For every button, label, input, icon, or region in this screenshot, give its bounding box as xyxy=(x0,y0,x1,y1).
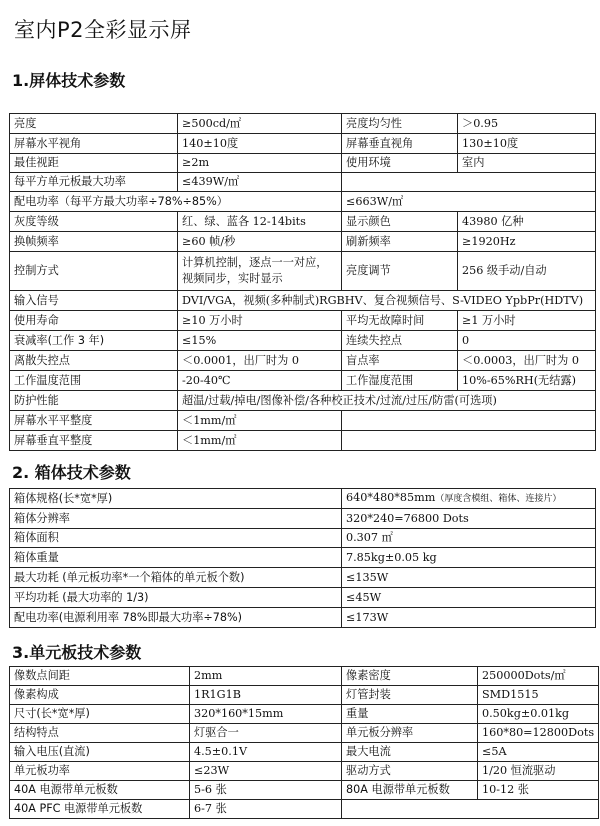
spec-label: 箱体分辨率 xyxy=(10,509,342,529)
spec-label: 像数点间距 xyxy=(10,667,190,686)
table-row xyxy=(10,391,596,411)
spec-label: 尺寸(长*宽*厚) xyxy=(10,705,190,724)
spec-value: ≤135W xyxy=(342,568,596,588)
spec-label: 衰减率(工作 3 年) xyxy=(10,331,178,351)
spec-value: ≤45W xyxy=(342,588,596,608)
spec-label: 单元板功率 xyxy=(10,762,190,781)
screen-spec-table xyxy=(9,113,596,451)
spec-label: 亮度 xyxy=(10,114,178,134)
table-row xyxy=(10,232,596,252)
spec-value: 计算机控制，逐点一一对应，视频同步，实时显示 xyxy=(178,252,342,291)
table-row xyxy=(10,548,596,568)
table-row xyxy=(10,114,596,134)
spec-label: 40A 电源带单元板数 xyxy=(10,781,190,800)
empty-cell xyxy=(342,431,596,451)
spec-label: 盲点率 xyxy=(342,351,458,371)
spec-value: 2mm xyxy=(190,667,342,686)
spec-label: 屏幕水平平整度 xyxy=(10,411,178,431)
spec-value: 10-12 张 xyxy=(478,781,599,800)
spec-label: 像素构成 xyxy=(10,686,190,705)
spec-label: 箱体重量 xyxy=(10,548,342,568)
spec-value: 43980 亿种 xyxy=(458,212,596,232)
table-row xyxy=(10,252,596,291)
table-row xyxy=(10,781,599,800)
empty-cell xyxy=(342,411,596,431)
spec-label: 屏幕水平视角 xyxy=(10,134,178,154)
spec-value: 5-6 张 xyxy=(190,781,342,800)
spec-value: SMD1515 xyxy=(478,686,599,705)
table-row xyxy=(10,762,599,781)
table-row xyxy=(10,212,596,232)
spec-label: 显示颜色 xyxy=(342,212,458,232)
spec-label: 屏幕垂直平整度 xyxy=(10,431,178,451)
table-row xyxy=(10,724,599,743)
table-row xyxy=(10,489,596,509)
spec-value: ＜0.0003，出厂时为 0 xyxy=(458,351,596,371)
spec-value: ≥2m xyxy=(178,154,342,173)
section-heading-module: 3.单元板技术参数 xyxy=(12,643,142,662)
table-row xyxy=(10,800,599,819)
spec-label: 80A 电源带单元板数 xyxy=(342,781,478,800)
spec-value: -20-40℃ xyxy=(178,371,342,391)
spec-value: 4.5±0.1V xyxy=(190,743,342,762)
spec-value: DVI/VGA，视频(多种制式)RGBHV、复合视频信号、S-VIDEO YpbPr(HDTV) xyxy=(178,291,596,311)
spec-value: 130±10度 xyxy=(458,134,596,154)
spec-value: ≤5A xyxy=(478,743,599,762)
spec-label: 最大电流 xyxy=(342,743,478,762)
spec-value: ＜1mm/㎡ xyxy=(178,411,342,431)
spec-value: ≤173W xyxy=(342,608,596,628)
spec-label: 换帧频率 xyxy=(10,232,178,252)
spec-value: 320*240=76800 Dots xyxy=(342,509,596,529)
spec-label: 驱动方式 xyxy=(342,762,478,781)
spec-value: ≥10 万小时 xyxy=(178,311,342,331)
spec-value: 红、绿、蓝各 12-14bits xyxy=(178,212,342,232)
table-row xyxy=(10,608,596,628)
spec-label: 每平方单元板最大功率 xyxy=(10,173,178,192)
spec-label: 工作温度范围 xyxy=(10,371,178,391)
table-row xyxy=(10,173,596,192)
section-heading-cabinet: 2. 箱体技术参数 xyxy=(12,463,131,482)
spec-value: 6-7 张 xyxy=(190,800,342,819)
spec-value: ≥500cd/㎡ xyxy=(178,114,342,134)
table-row xyxy=(10,331,596,351)
table-row xyxy=(10,311,596,331)
spec-label: 输入电压(直流) xyxy=(10,743,190,762)
spec-label: 箱体规格(长*宽*厚) xyxy=(10,489,342,509)
table-row xyxy=(10,351,596,371)
table-row xyxy=(10,568,596,588)
spec-label: 输入信号 xyxy=(10,291,178,311)
table-row xyxy=(10,705,599,724)
spec-label: 40A PFC 电源带单元板数 xyxy=(10,800,190,819)
table-row xyxy=(10,192,596,212)
spec-value: 320*160*15mm xyxy=(190,705,342,724)
table-row xyxy=(10,371,596,391)
table-row xyxy=(10,411,596,431)
table-row xyxy=(10,743,599,762)
spec-value: ≥1 万小时 xyxy=(458,311,596,331)
spec-value: 灯驱合一 xyxy=(190,724,342,743)
spec-value: 0.50kg±0.01kg xyxy=(478,705,599,724)
spec-value: 0.307 ㎡ xyxy=(342,529,596,548)
spec-value: ≤439W/㎡ xyxy=(178,173,342,192)
spec-value: ＞0.95 xyxy=(458,114,596,134)
table-row xyxy=(10,291,596,311)
section-heading-screen: 1.屏体技术参数 xyxy=(12,71,126,90)
spec-label: 平均功耗 (最大功率的 1/3) xyxy=(10,588,342,608)
spec-value: ≤663W/㎡ xyxy=(342,192,596,212)
page-title: 室内P2全彩显示屏 xyxy=(14,18,192,42)
empty-cell xyxy=(342,173,596,192)
spec-label: 刷新频率 xyxy=(342,232,458,252)
module-spec-table xyxy=(9,666,599,819)
spec-value: 140±10度 xyxy=(178,134,342,154)
empty-cell xyxy=(342,800,599,819)
table-row xyxy=(10,588,596,608)
cabinet-size-note: （厚度含模组、箱体、连接片） xyxy=(435,494,562,504)
spec-value: ≥1920Hz xyxy=(458,232,596,252)
spec-value: ≥60 帧/秒 xyxy=(178,232,342,252)
spec-label: 离散失控点 xyxy=(10,351,178,371)
spec-value: 7.85kg±0.05 kg xyxy=(342,548,596,568)
spec-label: 重量 xyxy=(342,705,478,724)
table-row xyxy=(10,154,596,173)
spec-label: 工作湿度范围 xyxy=(342,371,458,391)
spec-label: 灯管封装 xyxy=(342,686,478,705)
spec-label: 箱体面积 xyxy=(10,529,342,548)
spec-value: 160*80=12800Dots xyxy=(478,724,599,743)
spec-label: 平均无故障时间 xyxy=(342,311,458,331)
spec-value: ＜0.0001，出厂时为 0 xyxy=(178,351,342,371)
table-row xyxy=(10,509,596,529)
spec-value: 250000Dots/㎡ xyxy=(478,667,599,686)
spec-label: 最大功耗 (单元板功率*一个箱体的单元板个数) xyxy=(10,568,342,588)
spec-label: 防护性能 xyxy=(10,391,178,411)
spec-value xyxy=(342,489,596,509)
spec-value: 室内 xyxy=(458,154,596,173)
spec-value: ≤15% xyxy=(178,331,342,351)
spec-label: 像素密度 xyxy=(342,667,478,686)
table-row xyxy=(10,529,596,548)
table-row xyxy=(10,134,596,154)
spec-label: 屏幕垂直视角 xyxy=(342,134,458,154)
spec-value: ≤23W xyxy=(190,762,342,781)
spec-label: 连续失控点 xyxy=(342,331,458,351)
spec-label: 配电功率（每平方最大功率÷78%÷85%） xyxy=(10,192,342,212)
table-row xyxy=(10,686,599,705)
spec-label: 控制方式 xyxy=(10,252,178,291)
spec-label: 亮度均匀性 xyxy=(342,114,458,134)
spec-label: 单元板分辨率 xyxy=(342,724,478,743)
spec-value: 1R1G1B xyxy=(190,686,342,705)
spec-label: 灰度等级 xyxy=(10,212,178,232)
spec-label: 配电功率(电源利用率 78%即最大功率÷78%) xyxy=(10,608,342,628)
spec-value: 1/20 恒流驱动 xyxy=(478,762,599,781)
spec-label: 亮度调节 xyxy=(342,252,458,291)
spec-value: 超温/过载/掉电/图像补偿/各种校正技术/过流/过压/防雷(可选项) xyxy=(178,391,596,411)
spec-label: 结构特点 xyxy=(10,724,190,743)
spec-label: 使用寿命 xyxy=(10,311,178,331)
table-row xyxy=(10,667,599,686)
spec-value: 10%-65%RH(无结露) xyxy=(458,371,596,391)
cabinet-spec-table xyxy=(9,488,596,628)
spec-label: 使用环境 xyxy=(342,154,458,173)
spec-label: 最佳视距 xyxy=(10,154,178,173)
cabinet-size-value: 640*480*85mm xyxy=(346,491,436,504)
table-row xyxy=(10,431,596,451)
spec-value: 256 级手动/自动 xyxy=(458,252,596,291)
spec-value: ＜1mm/㎡ xyxy=(178,431,342,451)
spec-value: 0 xyxy=(458,331,596,351)
